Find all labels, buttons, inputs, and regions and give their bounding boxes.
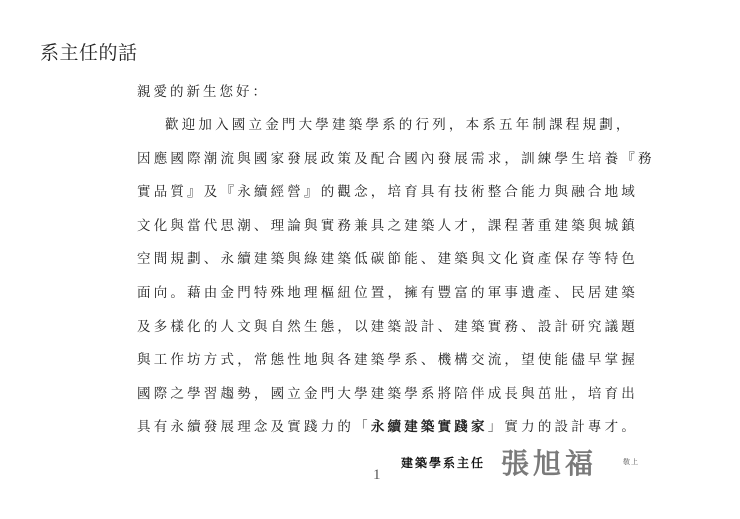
body-line xyxy=(137,384,638,418)
line-text: 實品質』及『永續經營』的觀念，培育具有技術整合能力與融合地域 xyxy=(137,184,638,201)
line-text: 因應國際潮流與國家發展政策及配合國內發展需求，訓練學生培養『務 xyxy=(137,150,655,167)
line-text: 及多樣化的人文與自然生態，以建築設計、建築實務、設計研究議題 xyxy=(137,318,638,335)
signature-respect: 敬上 xyxy=(623,458,640,466)
body-line xyxy=(137,249,638,283)
signature-name: 張旭福 xyxy=(501,447,598,480)
line-text: 」實力的設計專才。 xyxy=(487,419,639,436)
body-line xyxy=(137,350,638,384)
body-line xyxy=(137,115,633,149)
body-line xyxy=(137,317,638,351)
body-line xyxy=(137,216,638,250)
line-text: 與工作坊方式，常態性地與各建築學系、機構交流，望使能儘早掌握 xyxy=(137,352,638,369)
page-title: 系主任的話 xyxy=(40,42,138,64)
line-text: 歡迎加入國立金門大學建築學系的行列，本系五年制課程規劃， xyxy=(165,117,633,133)
line-text: 文化與當代思潮、理論與實務兼具之建築人才，課程著重建築與城鎮 xyxy=(137,217,638,234)
line-text: 具有永續發展理念及實踐力的「 xyxy=(137,419,371,436)
body-line xyxy=(137,283,638,317)
body-line xyxy=(137,149,655,183)
line-text: 面向。藉由金門特殊地理樞紐位置，擁有豐富的軍事遺產、民居建築 xyxy=(137,284,638,301)
page-number: 1 xyxy=(373,467,381,483)
signature-role: 建築學系主任 xyxy=(401,455,486,470)
emphasis-text: 永續建築實踐家 xyxy=(370,419,488,436)
body-line xyxy=(137,182,638,216)
letter-body xyxy=(137,115,655,451)
signature-block xyxy=(401,445,639,479)
greeting: 親愛的新生您好： xyxy=(137,84,269,100)
line-text: 空間規劃、永續建築與綠建築低碳節能、建築與文化資產保存等特色 xyxy=(137,251,638,268)
line-text: 國際之學習趨勢，國立金門大學建築學系將陪伴成長與茁壯，培育出 xyxy=(137,385,638,402)
